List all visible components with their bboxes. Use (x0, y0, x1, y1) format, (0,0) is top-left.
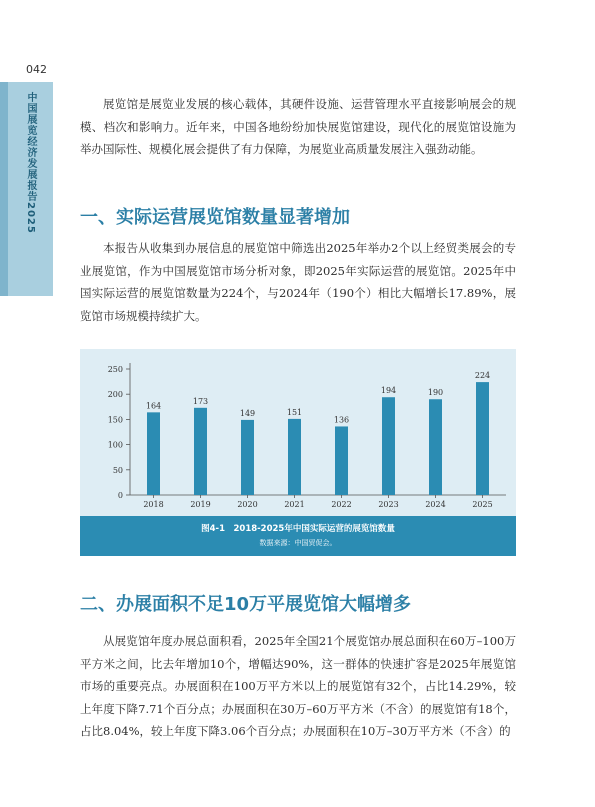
section-heading-1: 一、实际运营展览馆数量显著增加 (80, 207, 350, 228)
bar (288, 419, 301, 495)
bar-value-label: 194 (380, 386, 397, 396)
y-tick-label: 250 (107, 365, 123, 374)
bar (382, 397, 395, 495)
bar-value-label: 149 (239, 408, 256, 418)
y-tick-label: 150 (107, 415, 123, 425)
bar-value-label: 173 (192, 396, 209, 406)
bar (194, 408, 207, 495)
x-tick-label: 2020 (237, 500, 258, 509)
x-tick-label: 2024 (425, 500, 446, 509)
figure-title: 图4-1 2018-2025年中国实际运营的展览馆数量 (201, 524, 395, 534)
figure-source: 数据来源：中国贸促会。 (259, 539, 337, 547)
bar-value-label: 190 (427, 388, 444, 398)
y-tick-label: 100 (107, 440, 123, 450)
section-heading-2: 二、办展面积不足10万平展览馆大幅增多 (80, 594, 412, 615)
bar (241, 420, 254, 495)
figure-4-1 (80, 349, 516, 556)
bar (335, 426, 348, 495)
bar-value-label: 136 (333, 415, 350, 425)
x-tick-label: 2019 (190, 500, 211, 509)
y-tick-label: 0 (117, 491, 123, 500)
page-number: 042 (26, 63, 47, 76)
x-tick-label: 2023 (378, 500, 399, 509)
side-tab-accent (0, 82, 8, 296)
bar-value-label: 151 (286, 407, 303, 417)
intro-paragraph: 展览馆是展览业发展的核心载体，其硬件设施、运营管理水平直接影响展会的规模、档次和影响力。近年来，中国各地纷纷加快展览馆建设，现代化的展览馆设施为举办国际性、规模化展会提供了有力保障，为展览业高质量发展注入强劲动能。 (80, 97, 516, 156)
x-tick-label: 2022 (331, 500, 352, 509)
x-tick-label: 2025 (472, 500, 493, 509)
bar (429, 399, 442, 495)
bar (147, 412, 160, 495)
x-tick-label: 2021 (284, 500, 305, 509)
section-1-paragraph: 本报告从收集到办展信息的展览馆中筛选出2025年举办2个以上经贸类展会的专业展览馆，作为中国展览馆市场分析对象，即2025年实际运营的展览馆。2025年中国实际运营的展览馆数量为224个，与2024年（190个）相比大幅增长17.89%，展览馆市场规模持续扩大。 (80, 241, 516, 323)
y-tick-label: 50 (112, 465, 123, 475)
bar-value-label: 224 (474, 371, 491, 381)
running-title: 中国展览经济发展报告2025 (25, 92, 36, 234)
figure-caption-bar (80, 516, 516, 556)
x-tick-label: 2018 (143, 500, 164, 509)
section-2-paragraph: 从展览馆年度办展总面积看，2025年全国21个展览馆办展总面积在60万–100万平方米之间，比去年增加10个，增幅达90%，这一群体的快速扩容是2025年展览馆市场的重要亮点。办展面积在100万平方米以上的展览馆有32个，占比14.29%，较上年度下降7.71个百分点；办展面积在30万–60万平方米（不含）的展览馆有18个，占比8.04%，较上年度下降3.06个百分点；办展面积在10万–30万平方米（不含）的 (80, 634, 516, 738)
bar (476, 382, 489, 495)
bar-chart (80, 349, 516, 516)
y-tick-label: 200 (107, 390, 123, 400)
bar-value-label: 164 (145, 401, 162, 411)
